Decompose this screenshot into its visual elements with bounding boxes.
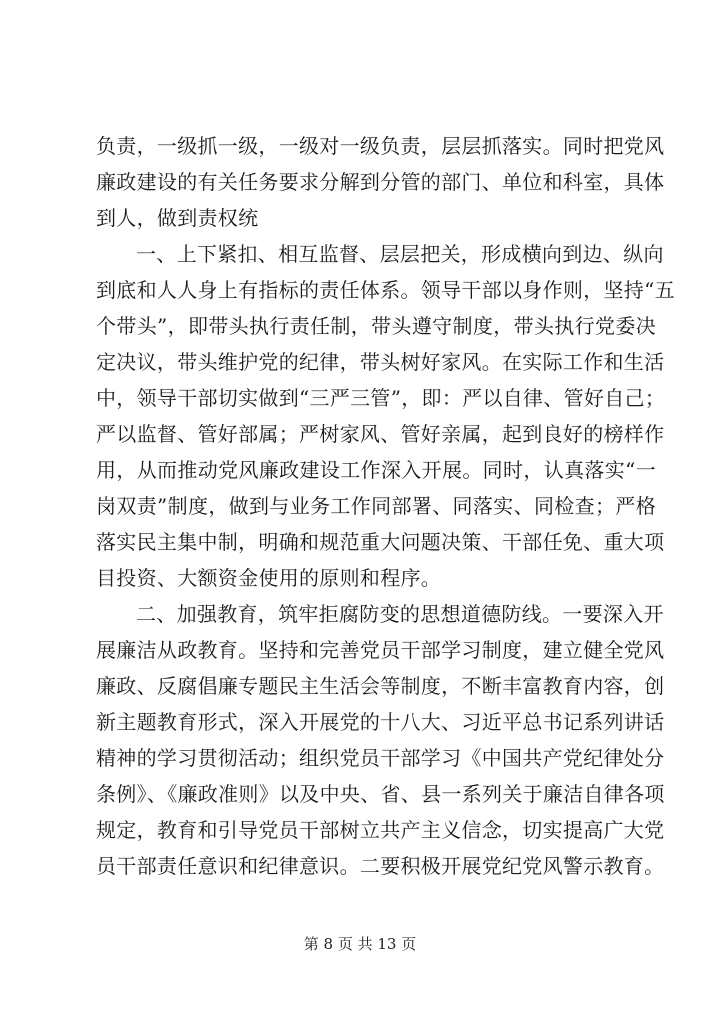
paragraph-start-line: 一、上下紧扣、相互监督、层层把关，形成横向到边、纵向	[136, 242, 664, 266]
text-line: 到人，做到责权统	[96, 206, 259, 230]
text-line: 条例》、《廉政准则》以及中央、省、县一系列关于廉洁自律各项	[96, 782, 665, 806]
text-line: 规定，教育和引导党员干部树立共产主义信念，切实提高广大党	[96, 818, 665, 842]
text-line: 个带头”，即带头执行责任制，带头遵守制度，带头执行党委决	[96, 314, 656, 338]
document-body	[96, 128, 675, 884]
text-line: 岗双责”制度，做到与业务工作同部署、同落实、同检查；严格	[96, 494, 656, 518]
text-line: 用，从而推动党风廉政建设工作深入开展。同时，认真落实“一	[96, 458, 656, 482]
text-line: 廉政、反腐倡廉专题民主生活会等制度，不断丰富教育内容，创	[96, 674, 665, 698]
text-line: 员干部责任意识和纪律意识。二要积极开展党纪党风警示教育。	[96, 854, 665, 878]
text-line: 定决议，带头维护党的纪律，带头树好家风。在实际工作和生活	[96, 350, 665, 374]
text-line: 中，领导干部切实做到“三严三管”，即：严以自律、管好自己；	[96, 386, 666, 410]
text-line: 精神的学习贯彻活动；组织党员干部学习《中国共产党纪律处分	[96, 746, 665, 770]
text-line: 严以监督、管好部属；严树家风、管好亲属，起到良好的榜样作	[96, 422, 665, 446]
page-number-footer: 第 8 页 共 13 页	[303, 935, 417, 953]
text-line: 目投资、大额资金使用的原则和程序。	[96, 566, 442, 590]
paragraph-start-line: 二、加强教育，筑牢拒腐防变的思想道德防线。一要深入开	[136, 602, 664, 626]
text-line: 负责，一级抓一级，一级对一级负责，层层抓落实。同时把党风	[96, 134, 665, 158]
text-line: 展廉洁从政教育。坚持和完善党员干部学习制度，建立健全党风	[96, 638, 665, 662]
text-line: 廉政建设的有关任务要求分解到分管的部门、单位和科室，具体	[96, 170, 665, 194]
text-line: 到底和人人身上有指标的责任体系。领导干部以身作则，坚持“五	[96, 278, 675, 302]
text-line: 新主题教育形式，深入开展党的十八大、习近平总书记系列讲话	[96, 710, 665, 734]
text-line: 落实民主集中制，明确和规范重大问题决策、干部任免、重大项	[96, 530, 665, 554]
